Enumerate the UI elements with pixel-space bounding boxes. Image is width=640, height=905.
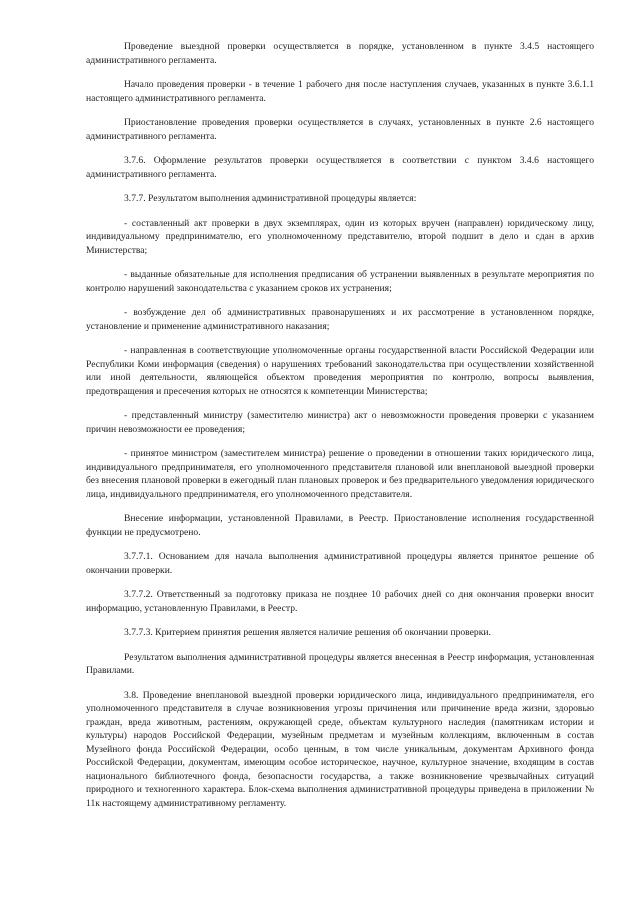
paragraph-procedure-result: Результатом выполнения административной процедуры является внесенная в Реестр информация, установленная Правилами. <box>86 651 594 676</box>
list-item-inspection-act: - составленный акт проверки в двух экземплярах, один из которых вручен (направлен) юридическому лицу, индивидуальному предпринимателю, его уполномоченному представителю, второй подшит в дело и сдан в архив Министерства; <box>86 217 594 256</box>
paragraph-3-8: 3.8. Проведение внеплановой выездной проверки юридического лица, индивидуального предпринимателя, его уполномоченного представителя в случае возникновения угрозы причинения или причинение вреда жизни, здоровью граждан, вреда животным, растениям, окружающей среде, объектам культурного наследия (памятникам истории и культуры) народов Российской Федерации, музейным предметам и музейным коллекциям, включенным в состав Музейного фонда Российской Федерации, особо ценным, в том числе уникальным, документам Архивного фонда Российской Федерации, документам, имеющим особое историческое, научное, культурное значение, входящим в состав национального библиотечного фонда, безопасности государства, а также возникновение чрезвычайных ситуаций природного и техногенного характера. Блок-схема выполнения административной процедуры приведена в приложении № 11к настоящему административному регламенту. <box>86 689 594 809</box>
paragraph-exit-inspection-order: Проведение выездной проверки осуществляется в порядке, установленном в пункте 3.4.5 настоящего административного регламента. <box>86 41 594 66</box>
paragraph-3-7-6: 3.7.6. Оформление результатов проверки осуществляется в соответствии с пунктом 3.4.6 настоящего административного регламента. <box>86 155 594 180</box>
paragraph-3-7-7-1: 3.7.7.1. Основанием для начала выполнения административной процедуры является принятое решение об окончании проверки. <box>86 551 594 576</box>
list-item-prescriptions: - выданные обязательные для исполнения предписания об устранении выявленных в результате мероприятия по контролю нарушений законодательства с указанием сроков их устранения; <box>86 269 594 294</box>
paragraph-inspection-suspension: Приостановление проведения проверки осуществляется в случаях, установленных в пункте 2.6 настоящего административного регламента. <box>86 117 594 142</box>
paragraph-3-7-7-3: 3.7.7.3. Критерием принятия решения является наличие решения об окончании проверки. <box>124 627 491 638</box>
list-item-administrative-cases: - возбуждение дел об административных правонарушениях и их рассмотрение в установленном порядке, установление и применение административного наказания; <box>86 307 594 332</box>
list-item-impossibility-act: - представленный министру (заместителю министра) акт о невозможности проведения проверки с указанием причин невозможности ее проведения; <box>86 410 594 435</box>
paragraph-3-7-7: 3.7.7. Результатом выполнения административной процедуры является: <box>124 193 417 204</box>
paragraph-inspection-start: Начало проведения проверки - в течение 1 рабочего дня после наступления случаев, указанных в пункте 3.6.1.1 настоящего административного регламента. <box>86 79 594 104</box>
paragraph-3-7-7-2: 3.7.7.2. Ответственный за подготовку приказа не позднее 10 рабочих дней со дня окончания проверки вносит информацию, установленную Правилами, в Реестр. <box>86 589 594 614</box>
list-item-information-sent: - направленная в соответствующие уполномоченные органы государственной власти Российской Федерации или Республики Коми информация (сведения) о нарушениях требований законодательства при осуществлении хозяйственной или иной деятельности, являющейся объектом проведения мероприятия по контролю, вопросы выявления, предотвращения и пресечения которых не относятся к компетенции Министерства; <box>86 345 594 397</box>
list-item-minister-decision: - принятое министром (заместителем министра) решение о проведении в отношении таких юридического лица, индивидуального предпринимателя, его уполномоченного представителя плановой или внеплановой выездной проверки без внесения плановой проверки в ежегодный план плановых проверок и без предварительного уведомления юридического лица, индивидуального предпринимателя, его уполномоченного представителя. <box>86 448 594 500</box>
paragraph-registry-entry: Внесение информации, установленной Правилами, в Реестр. Приостановление исполнения государственной функции не предусмотрено. <box>86 513 594 538</box>
